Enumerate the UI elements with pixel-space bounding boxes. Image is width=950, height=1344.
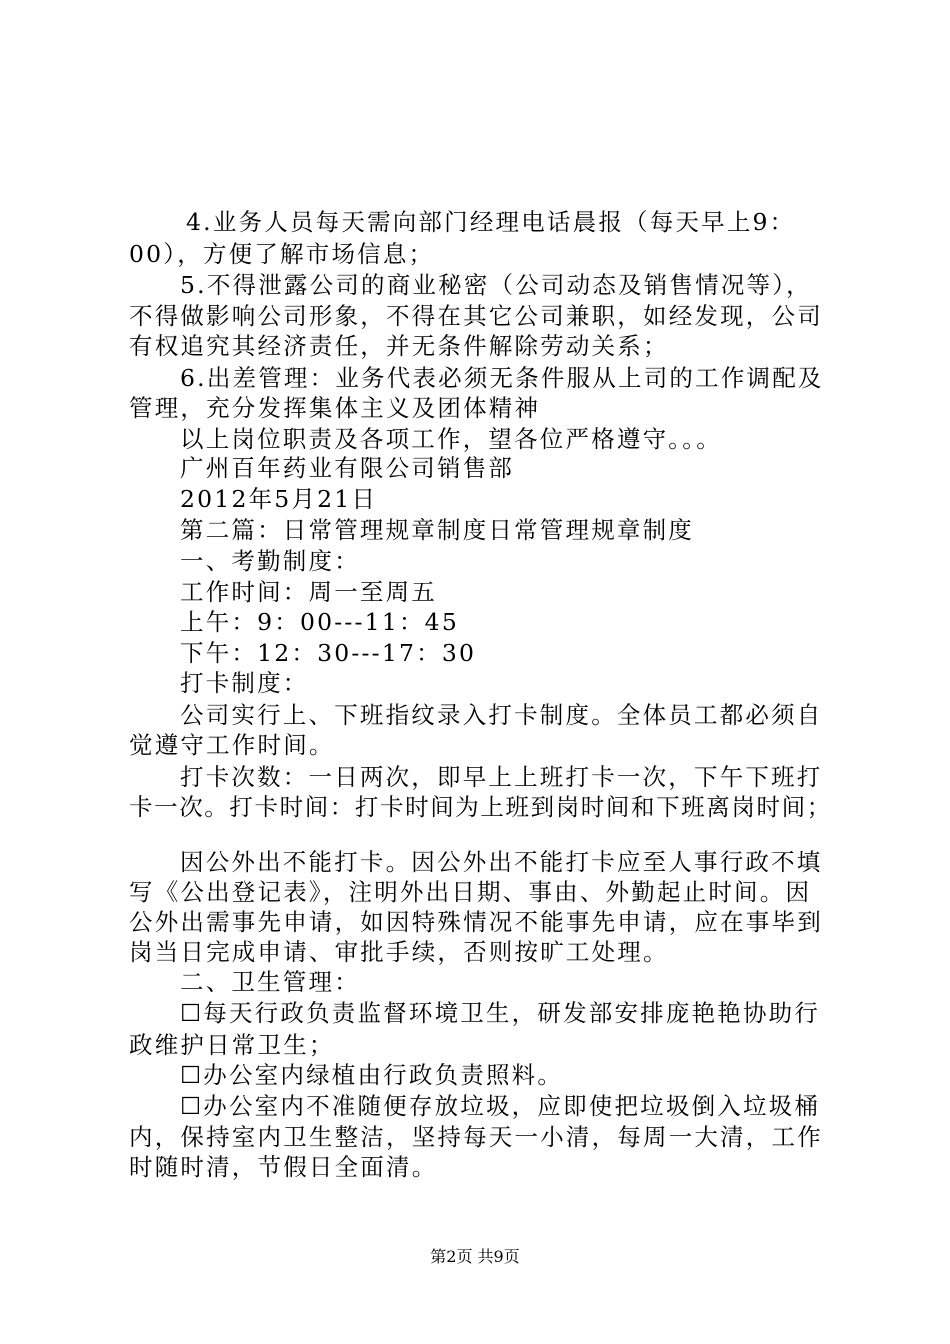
paragraph-line: 岗当日完成申请、审批手续，否则按旷工处理。 bbox=[129, 938, 669, 966]
paragraph-line: 有权追究其经济责任，并无条件解除劳动关系； bbox=[129, 332, 669, 360]
paragraph-line: 上午：9：00---11：45 bbox=[180, 608, 459, 636]
paragraph-line: 6.出差管理：业务代表必须无条件服从上司的工作调配及 bbox=[180, 364, 824, 392]
section-title: 第二篇：日常管理规章制度日常管理规章制度 bbox=[180, 516, 694, 544]
paragraph-line: 政维护日常卫生； bbox=[129, 1031, 335, 1059]
page-number-footer: 第2页 共9页 bbox=[430, 1247, 520, 1266]
paragraph-line: 以上岗位职责及各项工作，望各位严格遵守。。。 bbox=[180, 425, 722, 453]
paragraph-line: 工作时间：周一至周五 bbox=[180, 578, 437, 606]
paragraph-line: 不得做影响公司形象，不得在其它公司兼职，如经发现，公司 bbox=[129, 302, 823, 330]
paragraph-line: 00），方便了解市场信息； bbox=[129, 240, 435, 268]
bullet-item: ☐办公室内不准随便存放垃圾，应即使把垃圾倒入垃圾桶 bbox=[180, 1092, 821, 1120]
paragraph-line: 卡一次。打卡时间：打卡时间为上班到岗时间和下班离岗时间； bbox=[129, 793, 832, 821]
paragraph-line: 觉遵守工作时间。 bbox=[129, 731, 335, 759]
section-heading: 打卡制度： bbox=[180, 669, 309, 697]
paragraph-line: 下午：12：30---17：30 bbox=[180, 639, 477, 667]
paragraph-line: 时随时清，节假日全面清。 bbox=[129, 1153, 438, 1181]
paragraph-line: 公司实行上、下班指纹录入打卡制度。全体员工都必须自 bbox=[180, 701, 823, 729]
section-heading: 二、卫生管理： bbox=[180, 968, 360, 996]
paragraph-line: 写《公出登记表》，注明外出日期、事由、外勤起止时间。因 bbox=[129, 878, 812, 906]
paragraph-line: 4.业务人员每天需向部门经理电话晨报（每天早上9： bbox=[186, 208, 796, 236]
paragraph-line: 5.不得泄露公司的商业秘密（公司动态及销售情况等）， bbox=[180, 271, 812, 299]
bullet-item: ☐每天行政负责监督环境卫生，研发部安排庞艳艳协助行 bbox=[180, 999, 821, 1027]
signature-date: 2012年5月21日 bbox=[180, 485, 378, 513]
paragraph-line: 公外出需事先申请，如因特殊情况不能事先申请，应在事毕到 bbox=[129, 908, 823, 936]
bullet-item: ☐办公室内绿植由行政负责照料。 bbox=[180, 1061, 564, 1089]
paragraph-line: 管理，充分发挥集体主义及团体精神 bbox=[129, 394, 541, 422]
section-heading: 一、考勤制度： bbox=[180, 547, 360, 575]
paragraph-line: 打卡次数：一日两次，即早上上班打卡一次，下午下班打 bbox=[180, 763, 823, 791]
signature-company: 广州百年药业有限公司销售部 bbox=[180, 454, 515, 482]
paragraph-line: 因公外出不能打卡。因公外出不能打卡应至人事行政不填 bbox=[180, 848, 823, 876]
paragraph-line: 内，保持室内卫生整洁，坚持每天一小清，每周一大清，工作 bbox=[129, 1123, 823, 1151]
